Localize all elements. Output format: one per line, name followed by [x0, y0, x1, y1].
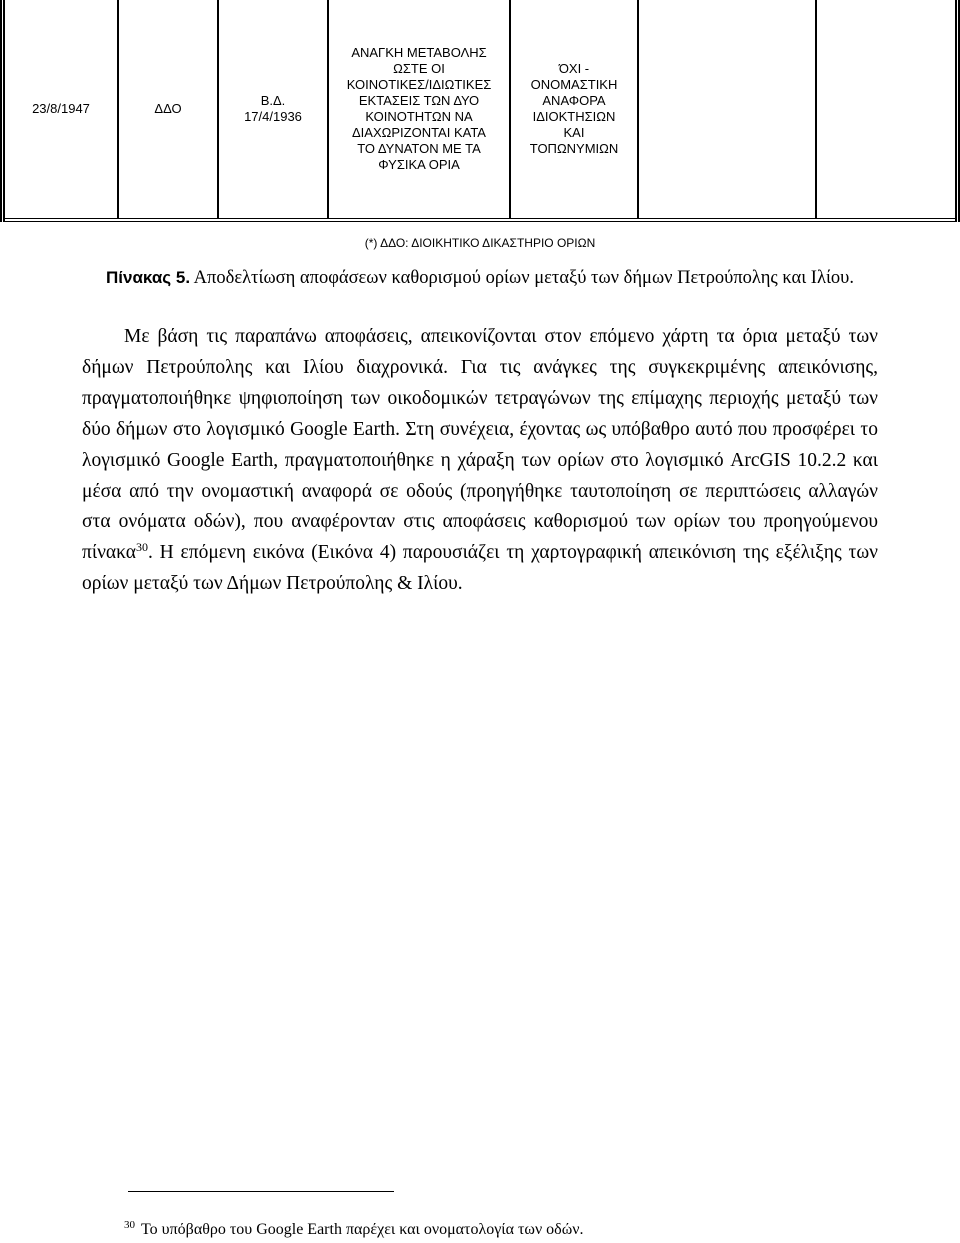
reference-line: ΌΧΙ - — [558, 61, 590, 76]
table-caption — [80, 262, 880, 294]
table-cell-date — [3, 0, 119, 220]
table-cell-reason — [328, 0, 510, 220]
reason-line: ΤΟ ΔΥΝΑΤΟΝ ΜΕ ΤΑ — [357, 141, 481, 156]
reference-line: ΙΔΙΟΚΤΗΣΙΩΝ — [532, 109, 616, 124]
authority-text: ΔΔΟ — [154, 101, 182, 116]
footnote-text: Το υπόβαθρο του Google Earth παρέχει και ονοματολογία των οδών. — [141, 1221, 584, 1238]
boundary-decisions-table-row — [0, 0, 960, 222]
table-legend: (*) ΔΔΟ: ΔΙΟΙΚΗΤΙΚΟ ΔΙΚΑΣΤΗΡΙΟ ΟΡΙΩΝ — [364, 236, 596, 250]
reason-line: ΔΙΑΧΩΡΙΖΟΝΤΑΙ ΚΑΤΑ — [352, 125, 486, 140]
reason-line: ΑΝΑΓΚΗ ΜΕΤΑΒΟΛΗΣ — [351, 45, 487, 60]
paragraph-text-continued: . Η επόμενη εικόνα (Εικόνα 4) παρουσιάζει τη χαρτογραφική απεικόνιση της εξέλιξης των ορίων μεταξύ των Δήμων Πετρούπολης & Ιλίου. — [82, 542, 878, 595]
table-cell-reference — [510, 0, 638, 220]
reason-line: ΚΟΙΝΟΤΗΤΩΝ ΝΑ — [365, 109, 473, 124]
caption-label: Πίνακας 5. — [106, 268, 191, 287]
reference-line: ΑΝΑΦΟΡΑ — [542, 93, 606, 108]
paragraph-text: Με βάση τις παραπάνω αποφάσεις, απεικονίζονται στον επόμενο χάρτη τα όρια μεταξύ των δήμων Πετρούπολης και Ιλίου διαχρονικά. Για τις ανάγκες της συγκεκριμένης απεικόνισης, πραγματοποιήθηκε ψηφιοποίηση των οικοδομικών τετραγώνων της επίμαχης περιοχής μεταξύ των δύο δήμων στο λογισμικό Google Earth. Στη συνέχεια, έχοντας ως υπόβαθρο αυτό που προσφέρει το λογισμικό Google Earth, πραγματοποιήθηκε η χάραξη των ορίων στο λογισμικό ArcGIS 10.2.2 και μέσα από την ονομαστική αναφορά σε οδούς (προηγήθηκε ταυτοποίηση σε περιπτώσεις αλλαγών στα ονόματα οδών), που αναφέρονταν στις αποφάσεις καθορισμού των ορίων του προηγούμενου πίνακα — [82, 326, 878, 564]
reason-line: ΦΥΣΙΚΑ ΟΡΙΑ — [378, 157, 460, 172]
table-cell-empty — [638, 0, 816, 220]
decree-line: Β.Δ. — [260, 93, 286, 108]
decree-line: 17/4/1936 — [244, 109, 302, 124]
reference-line: ΚΑΙ — [563, 125, 585, 140]
reason-line: ΚΟΙΝΟΤΙΚΕΣ/ΙΔΙΩΤΙΚΕΣ — [346, 77, 492, 92]
body-paragraph — [82, 322, 878, 600]
reason-line: ΩΣΤΕ ΟΙ — [393, 61, 445, 76]
reference-line: ΤΟΠΩΝΥΜΙΩΝ — [529, 141, 619, 156]
footnote-separator — [128, 1191, 394, 1192]
footnote-number: 30 — [124, 1219, 135, 1231]
footnote-reference: 30 — [136, 540, 148, 555]
table-cell-decree — [218, 0, 328, 220]
reference-line: ΟΝΟΜΑΣΤΙΚΗ — [530, 77, 618, 92]
caption-text: Αποδελτίωση αποφάσεων καθορισμού ορίων μεταξύ των δήμων Πετρούπολης και Ιλίου. — [190, 268, 854, 288]
table-cell-empty — [816, 0, 958, 220]
date-text: 23/8/1947 — [32, 101, 90, 116]
table-cell-authority — [118, 0, 218, 220]
reason-line: ΕΚΤΑΣΕΙΣ ΤΩΝ ΔΥΟ — [358, 93, 480, 108]
footnote — [124, 1220, 884, 1240]
